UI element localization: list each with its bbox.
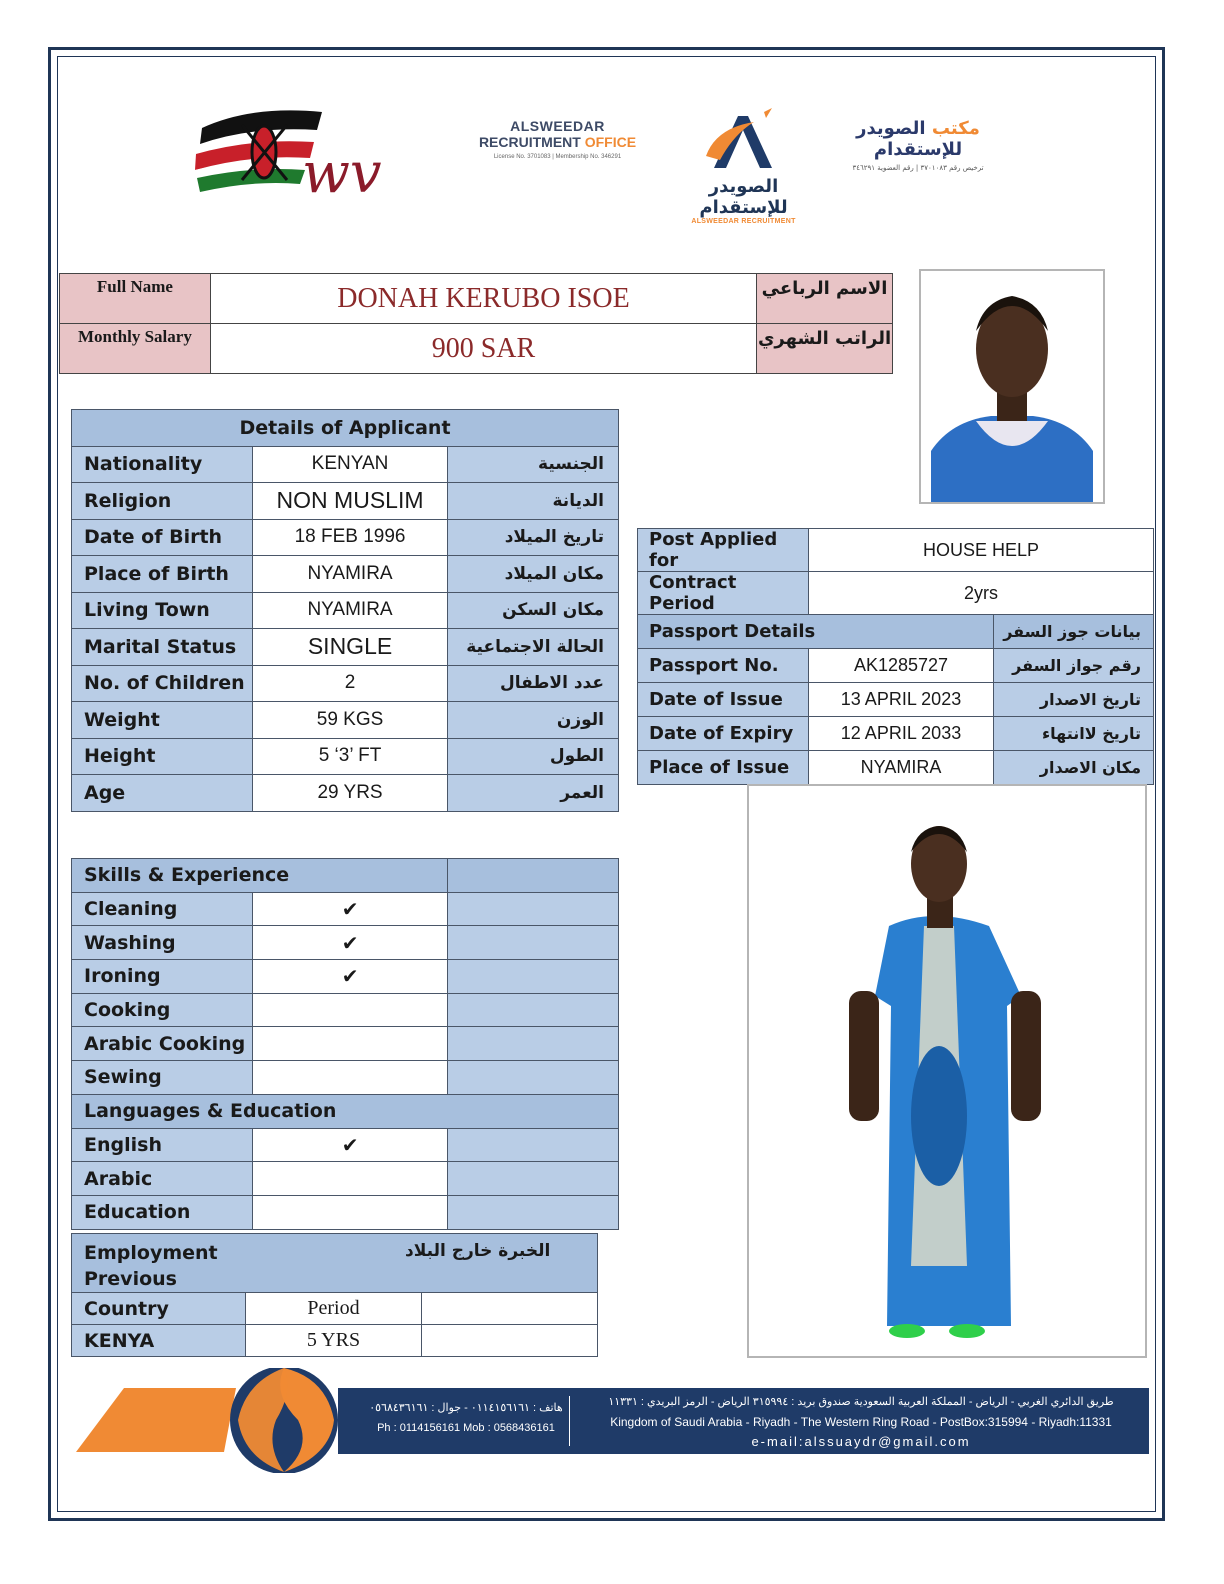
office-ar-title: مكتب الصويدر للإستقدام	[856, 118, 980, 160]
full-name-label-ar: الاسم الرباعي	[757, 274, 893, 324]
detail-value: NYAMIRA	[252, 556, 448, 593]
contract-row	[638, 572, 1154, 615]
detail-label: Place of Birth	[72, 556, 253, 593]
office-name-line1: ALSWEEDAR	[510, 118, 605, 134]
skill-extra	[448, 993, 619, 1027]
detail-label-ar: العمر	[448, 775, 619, 812]
footer-contact	[366, 1398, 566, 1438]
employment-table	[71, 1233, 598, 1357]
passport-label-ar: تاريخ لاانتهاء	[994, 717, 1154, 751]
employment-header	[72, 1234, 598, 1293]
employment-country: KENYA	[72, 1325, 246, 1357]
salary-row	[60, 324, 893, 374]
full-name-value: DONAH KERUBO ISOE	[210, 274, 756, 324]
footer-address-ar: طريق الدائري الغربي - الرياض - المملكة العربية السعودية صندوق بريد : ٣١٥٩٩٤ الرياض - الرمز البريدي : ١١٣٣١	[608, 1396, 1114, 1408]
table-row	[72, 892, 619, 926]
salary-label: Monthly Salary	[60, 324, 211, 374]
passport-label: Date of Issue	[638, 683, 809, 717]
employment-period: 5 YRS	[246, 1325, 422, 1357]
detail-label-ar: الحالة الاجتماعية	[448, 629, 619, 666]
a-logo-arabic-name: الصويدر للإستقدام	[699, 176, 788, 218]
detail-label-ar: الوزن	[448, 702, 619, 739]
languages-header: Languages & Education	[72, 1094, 619, 1128]
skill-check	[252, 1061, 448, 1095]
passport-value: AK1285727	[809, 649, 994, 683]
country-column-header: Country	[72, 1293, 246, 1325]
footer-address	[581, 1392, 1141, 1452]
skill-check: ✔	[252, 892, 448, 926]
table-row	[72, 556, 619, 593]
salary-value: 900 SAR	[210, 324, 756, 374]
passport-label: Passport No.	[638, 649, 809, 683]
post-label: Post Applied for	[638, 529, 809, 572]
detail-value: SINGLE	[252, 629, 448, 666]
language-extra	[448, 1195, 619, 1229]
alsweedar-a-logo	[676, 108, 811, 225]
table-row	[72, 1128, 619, 1162]
passport-label: Place of Issue	[638, 751, 809, 785]
table-row	[72, 1061, 619, 1095]
passport-header: Passport Details	[638, 615, 994, 649]
headshot-photo	[919, 269, 1105, 504]
office-name-line2: RECRUITMENT OFFICE	[478, 134, 637, 150]
skills-table	[71, 858, 619, 1230]
passport-header-row	[638, 615, 1154, 649]
detail-label: Religion	[72, 483, 253, 520]
detail-label: Weight	[72, 702, 253, 739]
detail-label: Nationality	[72, 446, 253, 483]
passport-label-ar: رقم جواز السفر	[994, 649, 1154, 683]
language-extra	[448, 1128, 619, 1162]
language-extra	[448, 1162, 619, 1196]
skill-extra	[448, 926, 619, 960]
footer-logo-shape	[76, 1368, 346, 1473]
table-row	[72, 1325, 598, 1357]
detail-value: 5 ‘3’ FT	[252, 738, 448, 775]
footer-divider	[569, 1396, 570, 1446]
table-row	[72, 702, 619, 739]
table-row	[638, 751, 1154, 785]
table-row	[638, 649, 1154, 683]
skill-extra	[448, 1027, 619, 1061]
passport-value: 13 APRIL 2023	[809, 683, 994, 717]
detail-label-ar: الديانة	[448, 483, 619, 520]
passport-value: 12 APRIL 2033	[809, 717, 994, 751]
detail-label-ar: مكان الميلاد	[448, 556, 619, 593]
office-license-text: License No. 3701083 | Membership No. 346291	[493, 154, 622, 160]
detail-value: NON MUSLIM	[252, 483, 448, 520]
skill-check	[252, 1027, 448, 1061]
office-ar-license: ترخيص رقم ٣٧٠١٠٨٣ | رقم العضوية ٣٤٦٢٩١	[852, 164, 984, 172]
footer-address-en: Kingdom of Saudi Arabia - Riyadh - The Western Ring Road - PostBox:315994 - Riyadh:11331	[610, 1415, 1112, 1429]
kenya-wv-logo	[192, 100, 407, 205]
detail-label-ar: مكان السكن	[448, 592, 619, 629]
passport-label: Date of Expiry	[638, 717, 809, 751]
footer-banner	[76, 1368, 1149, 1473]
table-row	[638, 683, 1154, 717]
detail-label: Living Town	[72, 592, 253, 629]
detail-value: 2	[252, 665, 448, 702]
skill-label: Sewing	[72, 1061, 253, 1095]
skills-header-extra	[448, 859, 619, 893]
employment-columns-row	[72, 1293, 598, 1325]
detail-label: Marital Status	[72, 629, 253, 666]
full-body-photo	[747, 784, 1147, 1358]
language-label: English	[72, 1128, 253, 1162]
skill-check: ✔	[252, 926, 448, 960]
skill-check: ✔	[252, 960, 448, 994]
table-row	[72, 960, 619, 994]
contract-label: Contract Period	[638, 572, 809, 615]
detail-value: 18 FEB 1996	[252, 519, 448, 556]
skill-label: Cleaning	[72, 892, 253, 926]
table-row	[72, 665, 619, 702]
table-row	[72, 446, 619, 483]
table-row	[72, 629, 619, 666]
table-row	[72, 1195, 619, 1229]
detail-label-ar: تاريخ الميلاد	[448, 519, 619, 556]
table-row	[72, 1027, 619, 1061]
employment-extra-cell	[422, 1325, 598, 1357]
skill-extra	[448, 892, 619, 926]
name-salary-table	[59, 273, 893, 374]
skill-label: Ironing	[72, 960, 253, 994]
table-row	[72, 738, 619, 775]
post-value: HOUSE HELP	[809, 529, 1154, 572]
contract-value: 2yrs	[809, 572, 1154, 615]
passport-label-ar: مكان الاصدار	[994, 751, 1154, 785]
language-label: Education	[72, 1195, 253, 1229]
alsweedar-office-logo-en	[470, 118, 645, 160]
table-row	[72, 1162, 619, 1196]
detail-value: 59 KGS	[252, 702, 448, 739]
skill-extra	[448, 1061, 619, 1095]
detail-label: Date of Birth	[72, 519, 253, 556]
detail-label-ar: الطول	[448, 738, 619, 775]
details-header: Details of Applicant	[72, 410, 619, 447]
skills-header: Skills & Experience	[72, 859, 448, 893]
language-check	[252, 1195, 448, 1229]
full-name-row	[60, 274, 893, 324]
applicant-details-table	[71, 409, 619, 812]
employment-title-line1: Employment	[84, 1242, 218, 1264]
language-check: ✔	[252, 1128, 448, 1162]
passport-header-ar: بيانات جوز السفر	[994, 615, 1154, 649]
detail-label-ar: الجنسية	[448, 446, 619, 483]
table-row	[638, 717, 1154, 751]
skill-extra	[448, 960, 619, 994]
footer-email: e-mail:alssuaydr@gmail.com	[751, 1434, 971, 1449]
detail-value: 29 YRS	[252, 775, 448, 812]
skill-label: Cooking	[72, 993, 253, 1027]
skill-label: Arabic Cooking	[72, 1027, 253, 1061]
table-row	[72, 592, 619, 629]
employment-title-ar: الخبرة خارج البلاد	[405, 1241, 551, 1261]
a-emblem-icon	[676, 108, 811, 172]
table-row	[72, 483, 619, 520]
detail-value: KENYAN	[252, 446, 448, 483]
alsweedar-office-logo-ar	[828, 118, 1008, 172]
salary-label-ar: الراتب الشهري	[757, 324, 893, 374]
skill-check	[252, 993, 448, 1027]
detail-label: Height	[72, 738, 253, 775]
employment-title-line2: Previous	[84, 1268, 177, 1290]
post-row	[638, 529, 1154, 572]
table-row	[72, 993, 619, 1027]
table-row	[72, 926, 619, 960]
a-logo-english-name: ALSWEEDAR RECRUITMENT	[691, 218, 796, 225]
wv-logo-text: wv	[302, 141, 382, 205]
table-row	[72, 775, 619, 812]
passport-label-ar: تاريخ الاصدار	[994, 683, 1154, 717]
language-label: Arabic	[72, 1162, 253, 1196]
employment-extra-cell	[422, 1293, 598, 1325]
language-check	[252, 1162, 448, 1196]
skill-label: Washing	[72, 926, 253, 960]
footer-phone-ar: هاتف : ٠١١٤١٥٦١٦١ - جوال : ٠٥٦٨٤٣٦١٦١	[369, 1402, 563, 1414]
detail-label: No. of Children	[72, 665, 253, 702]
footer-phone-en: Ph : 0114156161 Mob : 0568436161	[377, 1422, 555, 1434]
detail-label-ar: عدد الاطفال	[448, 665, 619, 702]
detail-label: Age	[72, 775, 253, 812]
detail-value: NYAMIRA	[252, 592, 448, 629]
period-column-header: Period	[246, 1293, 422, 1325]
post-passport-table	[637, 528, 1154, 785]
passport-value: NYAMIRA	[809, 751, 994, 785]
full-name-label: Full Name	[60, 274, 211, 324]
table-row	[72, 519, 619, 556]
